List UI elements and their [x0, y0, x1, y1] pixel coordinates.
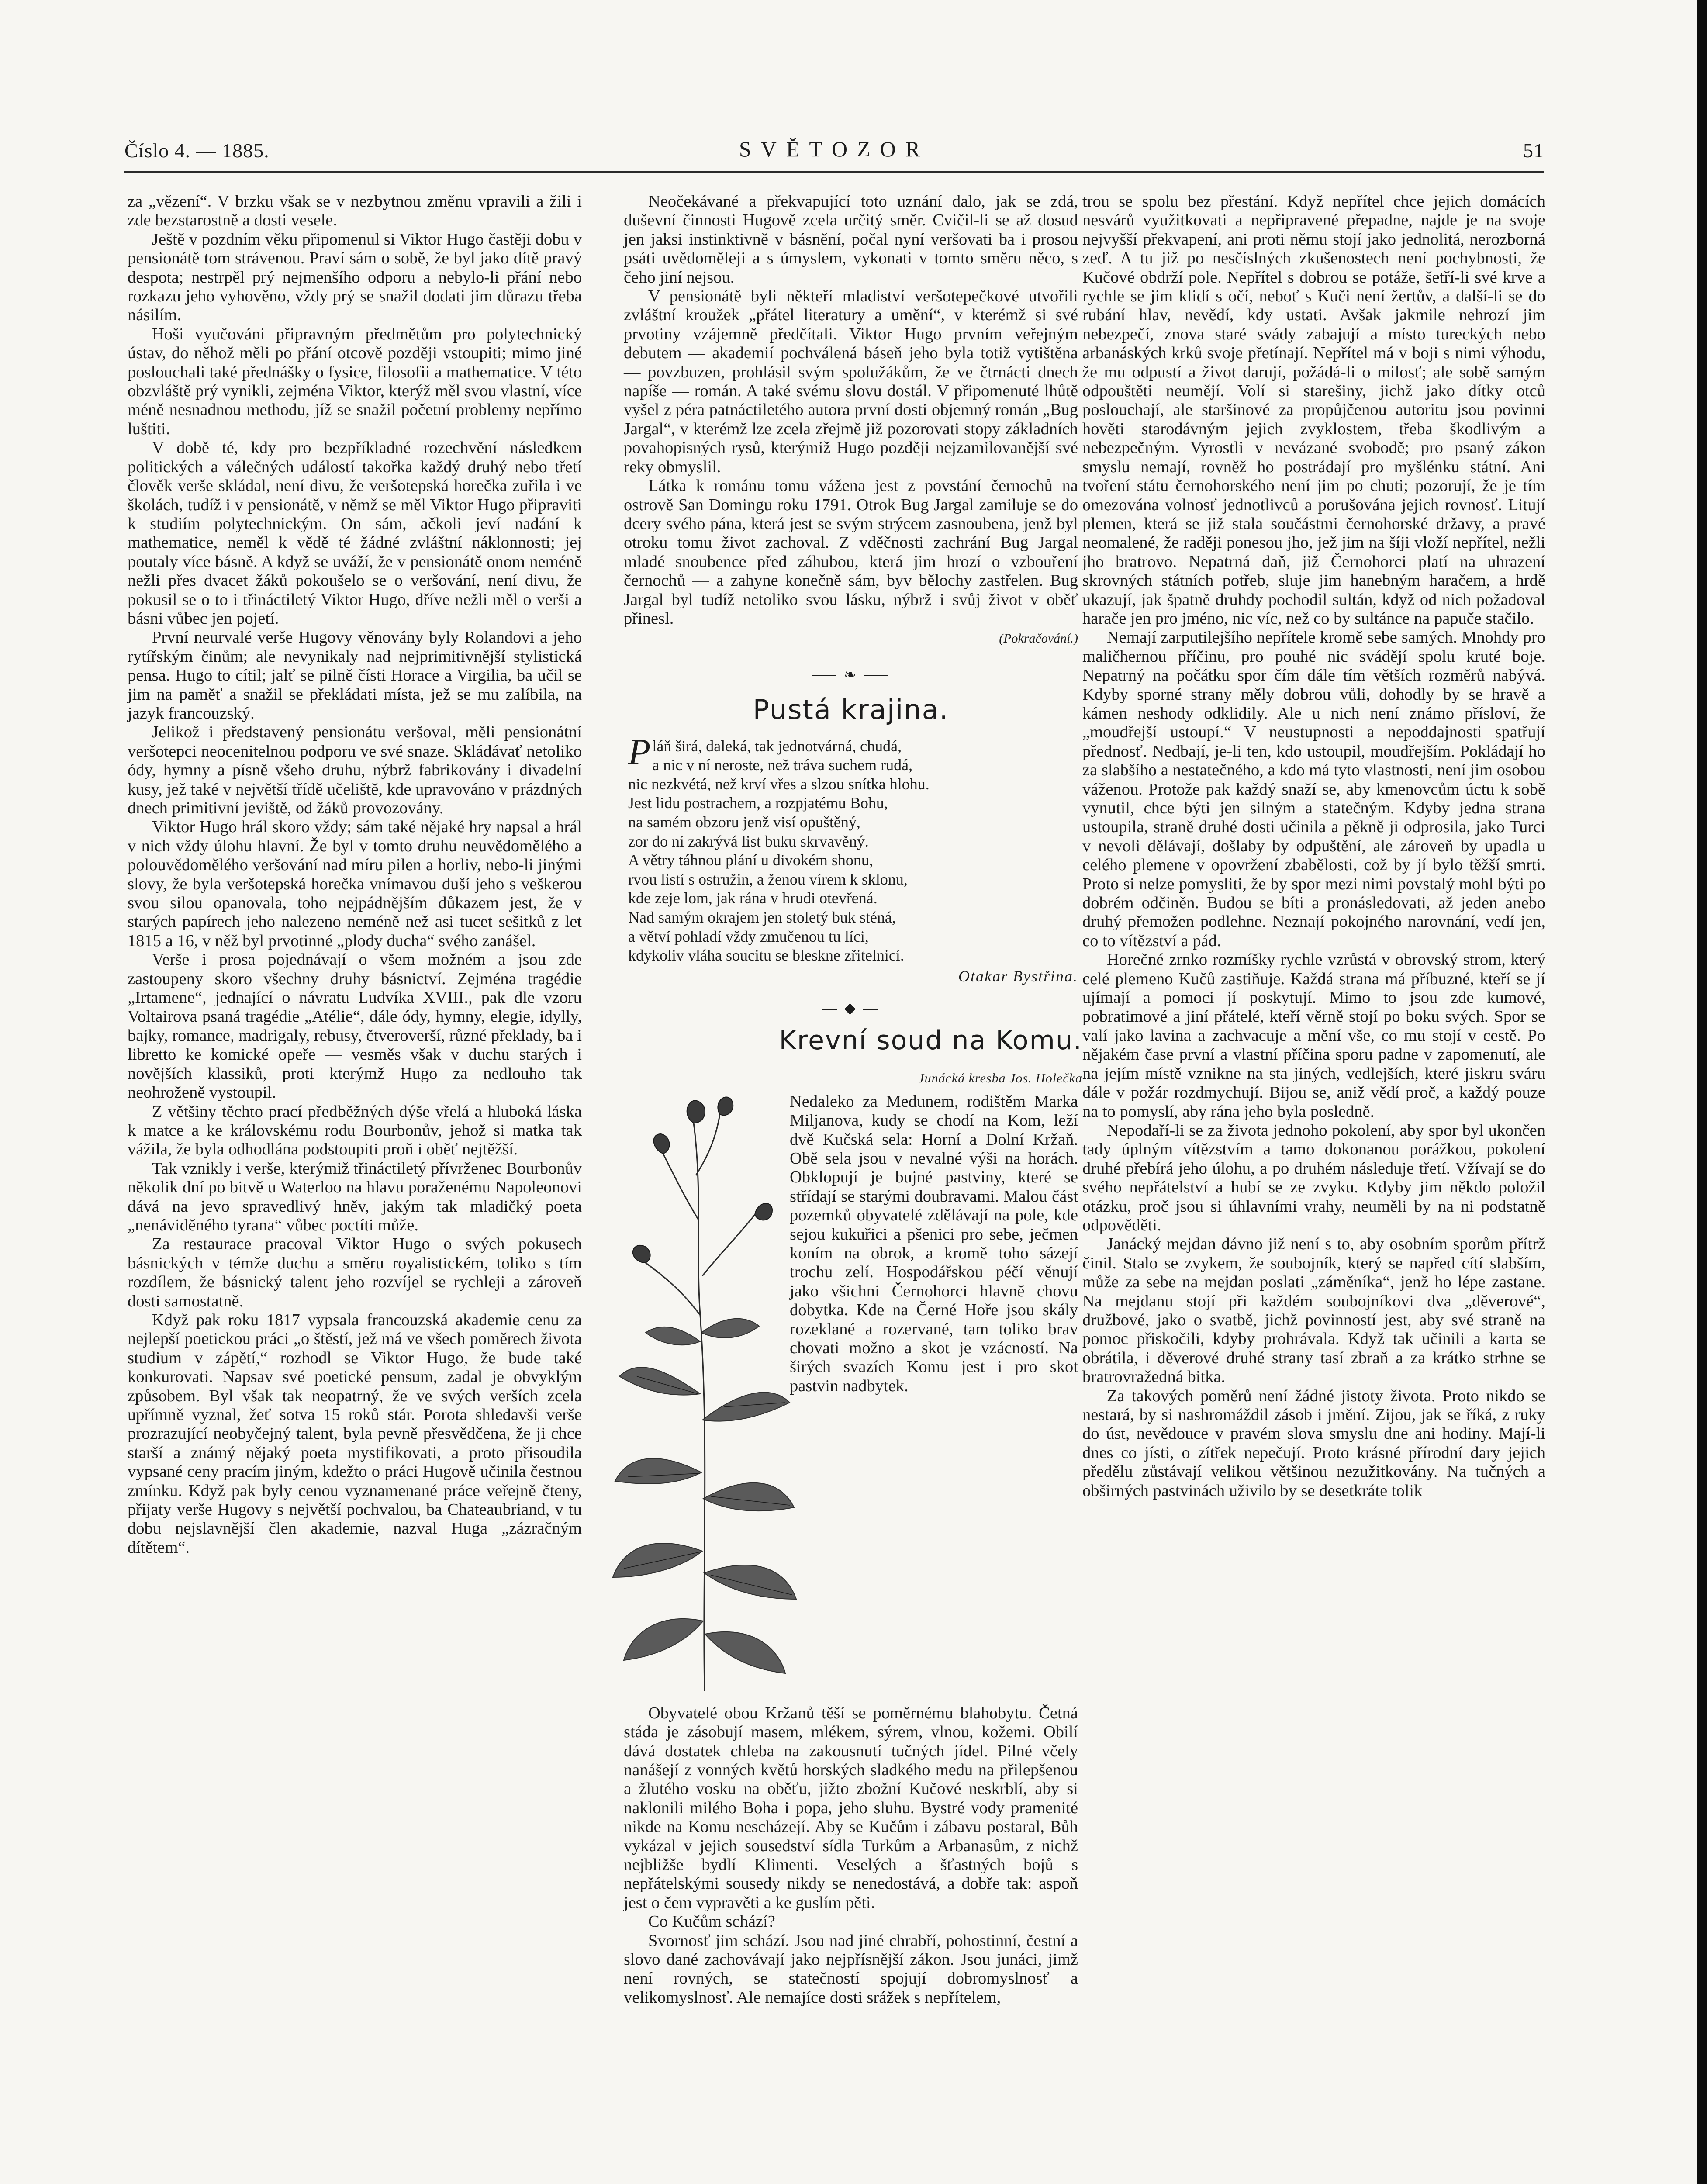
paragraph: V pensionátě byli někteří mladiství veršotepečkové utvořili zvláštní kroužek „přátel literatury a umění“, v kterémž si své prvotiny vzájemně předčítali. Viktor Hugo prvním veřejným debutem — akademií pochválená báseň jeho byla totiž vytištěna — povzbuzen, prohlásil svým spolužákům, že ve čtrnácti dnech napíše — román. A také svému slovu dostál. V připomenuté lhůtě vyšel z péra patnáctiletého autora první dosti objemný román „Bug Jargal“, v kterémž lze zcela zřejmě již pozorovati stopy základních povahopisných rysů, kterýmiž Hugo později nejzamilovanější své reky obmyslil.	[624, 287, 1078, 476]
poem-verse: rvou listí s ostružin, a ženou vírem k sklonu,	[628, 870, 908, 888]
scan-edge	[1697, 0, 1707, 2184]
paragraph: Nedaleko za Medunem, rodištěm Marka Miljanova, kudy se chodí na Kom, leží dvě Kučská sela: Horní a Dolní Kržaň. Obě sela jsou v nevalné výši na horách. Obklopují je bujné pastviny, které se střídají se starými doubravami. Malou část pozemků obyvatelé zdělávají na pole, kde sejou kukuřici a pšenici pro sebe, ječmen koním na obrok, a kromě toho sázejí trochu zelí. Hospodářskou péčí věnují jako všichni Černohorci hlavně chovu dobytka. Kde na Černé Hoře jsou skály rozeklané a rozervané, tam toliko brav chovati možno a skot je vzácností. Na širých svazích Komu jest i pro skot pastvin nadbytek.	[790, 1092, 1078, 1395]
paragraph: Co Kučům schází?	[648, 1912, 775, 1931]
poem-verse: zor do ní zakrývá list buku skrvavěný.	[628, 832, 869, 850]
column-2	[624, 192, 1082, 2007]
story-block	[624, 1092, 1078, 2008]
poem-verse: na samém obzoru jenž visí opuštěný,	[628, 813, 860, 831]
poem-verse: Nad samým okrajem jen stoletý buk sténá,	[628, 908, 896, 926]
column-3	[1082, 192, 1545, 1500]
paragraph: trou se spolu bez přestání. Když nepřítel chce jejich domácích nesvárů využitkovati a nepřipravené přepadne, najde je na svoje nejvyšší překvapení, ani proti němu stojí jako jednolitá, nerozborná zeď. A tu již po nesčíslných zkušenostech není pochybnosti, že Kučové obdrží pole. Nepřítel s dobrou se potáže, šetří-li své krve a rychle se jim klidí s očí, neboť s Kuči není žertův, a další-li se do rubání hlav, nevědí, kdy ustati. Avšak jakmile nehrozí jim nebezpečí, znova staré svády zabajují a místo tureckých nebo arbanáských krků svoje přetínají. Nepřítel má v boji s nimi výhodu, že mu odpustí a život darují, požádá-li o milosť; ale sobě samým odpouštěti neumějí. Volí si starešiny, jichž jako dítky otců poslouchají, ale staršinové za propůjčenou autoritu jsou povinni hověti starodávným jejich zvyklostem, třeba škodlivým a nebezpečným. Vyrostli v nevázané svobodě; pro psaný zákon smyslu nemají, rovněž ho postrádají pro myšlénku státní. Ani tvoření státu černohorského není jim po chuti; pozorují, že je tím omezována volnosť jednotlivců a porušována jejich rovnosť. Litují plemen, která se již stala součástmi černohorské državy, a pravé neomalené, že raději ponesou jho, jež jim na šíji vloží nepřítel, nežli jho bratrovo. Nepatrná daň, již Černohorci platí na uhrazení skrovných státních potřeb, sluje jim hanebným haračem, a hrdě ukazují, jak špatně druhdy pochodil sultán, když od nich požadoval harače jen pro jméno, nic víc, než co by sultánce na papuče stačilo.	[1082, 192, 1545, 628]
poem-verse: a větví pohladí vždy zmučenou tu líci,	[628, 927, 869, 945]
paragraph: Za takových poměrů není žádné jistoty života. Proto nikdo se nestará, by si nashromáždil zásob i jmění. Zijou, jak se říká, z ruky do úst, nevědouce v pravém slova smyslu dne ani hodiny. Mají-li dnes co jísti, o zítřek nepečují. Proto krásné přírodní dary jejich předělu zůstávají velikou většinou nezužitkovány. Na tučných a obširných pastvinách uživilo by se desetkráte tolik	[1082, 1386, 1545, 1500]
header-rule	[124, 171, 1544, 173]
paragraph: Tak vznikly i verše, kterýmiž třináctiletý přívrženec Bourbonův několik dní po bitvě u Waterloo na hlavu poraženému Napoleonovi dává na jevo spravedlivý hněv, jakým tak mladičký poeta „nenáviděného tyrana“ vůbec poctíti může.	[128, 1159, 582, 1234]
paragraph: Za restaurace pracoval Viktor Hugo o svých pokusech básnických v témže duchu a směru royalistickém, toliko s tím rozdílem, že básnický talent jeho rozvíjel se rychleji a zároveň dosti samostatně.	[128, 1235, 582, 1310]
paragraph: Horečné zrnko rozmíšky rychle vzrůstá v obrovský strom, který celé plemeno Kučů zastiňuje. Každá strana má příbuzné, kteří se jí ujímají a pomoci jí poskytují. Mimo to jsou zde kumové, pobratimové a jiní přátelé, kteří věrně stojí po boku svých. Spor se valí jako lavina a zachvacuje a mění vše, co mu stojí v cestě. Po nějakém čase první a vlastní příčina sporu padne v zapomenutí, ale na jejím místě vznikne na sta jiných, vedlejších, které jiskru sváru dále v požár rozdmychují. Bijou se, aniž vědí proč, a každý pouze na to pomyslí, aby rána jeho byla posledně.	[1082, 950, 1545, 1121]
paragraph: Když pak roku 1817 vypsala francouzská akademie cenu za nejlepší poetickou práci „o štěstí, jež má ve všech poměrech života studium v zápětí,“ rozhodl se Viktor Hugo, že bude také konkurovati. Napsav své poetické pensum, zadal je obvyklým způsobem. Byl však tak neopatrný, že ve svých verších zcela upřímně vyznal, žeť sotva 15 roků stár. Porota shledavši verše prozrazující neobyčejný talent, byla pevně přesvědčena, že ji chce starší a známý nějaký poeta mystifikovati, a proto přisoudila vypsané ceny pracím jiným, kdežto o práci Hugově učinila čestnou zmínku. Když pak byly cenou vyznamenané práce veřejně čteny, přijaty verše Hugovy s největší pochvalou, ba Chateaubriand, v tu dobu nejslavnější člen akademie, nazval Huga „zázračným dítětem“.	[128, 1310, 582, 1557]
paragraph: Jelikož i představený pensionátu veršoval, měli pensionátní veršotepci neocenitelnou podporu ve své snaze. Skládávať netoliko ódy, hymny a písně všeho druhu, nýbrž fabrikovány i divadelní kusy, jež také v největší třídě učeliště, kde upravováno v prázdných dnech primitivní jeviště, od žáků provozovány.	[128, 723, 582, 817]
poem-author: Otakar Bystřina.	[958, 967, 1078, 985]
plant-illustration	[611, 1088, 798, 1700]
story-body	[790, 1092, 1078, 1396]
journal-title: SVĚTOZOR	[739, 137, 930, 161]
paragraph: V době té, kdy pro bezpříkladné rozechvění následkem politických a válečných událostí takořka každý druhý nebo třetí člověk verše skládal, není divu, že veršotepská horečka zuřila i ve školách, tudíž i v pensionátě, v němž se měl Viktor Hugo připraviti k studiím polytechnickým. On sám, ačkoli jeví nadání k mathematice, neměl k vědě té žádné zvláštní náklonnosti; jej poutaly více básně. A když se uváží, že v pensionátě onom neméně nežli přes dvacet žáků pokoušelo se o veršování, není divu, že pokusil se o to i třináctiletý Viktor Hugo, dříve nežli měl o verši a básni vůbec jen pojetí.	[128, 439, 582, 628]
ornament-divider: — ◆ —	[822, 1000, 880, 1017]
paragraph: Viktor Hugo hrál skoro vždy; sám také nějaké hry napsal a hrál v nich vždy úlohu hlavní. Že byl v tomto druhu neuvědomělého a polouvědomělého veršování nad míru pilen a horliv, nebo-li jinými slovy, že byla veršotepská horečka vnímavou duší jeho s veškerou svou silou opanovala, toho nejpádnějším důkazem jest, že v starých papírech jeho nalezeno neméně než asi tucet sešitků z let 1815 a 16, v něž byl prvotinné „plody ducha“ svého zanášel.	[128, 818, 582, 950]
poem-verse: a nic v ní neroste, než tráva suchem rudá,	[652, 756, 913, 774]
poem-verse: kde zeje lom, jak rána v hrudi otevřená.	[628, 889, 878, 907]
paragraph: Látka k románu tomu vážena jest z povstání černochů na ostrově San Domingu roku 1791. Otrok Bug Jargal zamiluje se do dcery svého pána, která jest se svým strýcem zasnoubena, jenž byl otroku tomu život zachoval. Z vděčnosti zachrání Bug Jargal mladé snoubence před záhubou, která jim hrozí o vzbouření černochů — a zahyne konečně sám, byv bělochy zastřelen. Bug Jargal byl tudíž netoliko svou lásku, nýbrž i svůj život v oběť přinesl.	[624, 477, 1078, 628]
poem-verse: nic nezkvétá, než krví vřes a slzou snítka hlohu.	[628, 775, 930, 793]
poem-verse: kdykoliv vláha soucitu se bleskne zřitelnicí.	[628, 947, 904, 964]
story-header	[624, 1025, 1082, 1092]
paragraph: Verše i prosa pojednávají o všem možném a jsou zde zastoupeny skoro všechny druhy básnictví. Zejména tragédie „Irtamene“, jednající o návratu Ludvíka XVIII., pak dle vzoru Voltairova psaná tragédie „Atélie“, dále ódy, hymny, elegie, idylly, bajky, romance, madrigaly, rebusy, čtveroverší, různé překlady, ba i libretto ke komické opeře — vesměs však v duchu starých i novějších klassiků, proti kterýmž Hugo za nedlouho tak neohroženě vystoupil.	[128, 950, 582, 1102]
paragraph: Hoši vyučováni připravným předmětům pro polytechnický ústav, do něhož měli po přání otcově později vstoupiti; mimo jiné poslouchali také přednášky o fysice, filosofii a mathematice. V této obzvláště prý vynikli, zejména Viktor, kterýž měl svou vlastní, více méně nesnadnou methodu, jíž se snažil početní problemy nepřímo luštiti.	[128, 325, 582, 438]
poem-verse: A větry táhnou plání u divokém shonu,	[628, 851, 873, 869]
paragraph: Svornosť jim schází. Jsou nad jiné chrabří, pohostinní, čestní a slovo dané zachovávají jako nejpřísnější zákon. Jsou junáci, jimž není rovných, se statečností spojují dobromyslnosť a velikomyslnosť. Ale nemajíce dosti srážek s nepřítelem,	[624, 1931, 1078, 2007]
column-1	[128, 192, 582, 1557]
paragraph: Neočekávané a překvapující toto uznání dalo, jak se zdá, duševní činnosti Hugově zcela určitý směr. Cvičil-li se až dosud jen jaksi instinktivně v básnění, počal nyní veršovati ba i prosou psáti uvědoměleji a s úmyslem, vykonati v tomto směru něco, s čeho jiní nejsou.	[624, 192, 1078, 287]
paragraph: První neurvalé verše Hugovy věnovány byly Rolandovi a jeho rytířským činům; ale nevynikaly nad nejprimitivnější stylistická pensa. Hugo to cítil; jalť se pilně čísti Horace a Virgilia, ba učil se jim na paměť a snažil se překládati místa, jež se mu zalíbila, na jazyk francouzský.	[128, 628, 582, 722]
poem-verse: Jest lidu postrachem, a rozpjatému Bohu,	[628, 794, 888, 812]
poem	[628, 731, 1078, 986]
ornament-divider: ⸺ ❧ ⸺	[811, 667, 891, 683]
poem-verse: Pláň širá, daleká, tak jednotvárná, chudá,	[628, 731, 902, 772]
poem-title: Pustá krajina.	[753, 694, 949, 726]
paragraph: Obyvatelé obou Kržanů těší se poměrnému blahobytu. Četná stáda je zásobují masem, mlékem, sýrem, vlnou, kožemi. Obilí dává dostatek chleba na zakousnutí tučných jídel. Pilné včely nanášejí z vonných květů horských sladkého medu na přilepšenou a žlutého vosku na oběťu, jižto zbožní Kučové neskrblí, aby si naklonili milého Boha i popa, jeho sluhu. Bystré vody pramenité nikde na Komu nescházejí. Aby se Kučům i zábavu postaral, Bůh vykázal v jejich sousedství sídla Turkům a Arbanasům, z nichž nejbližše bydlí Klimenti. Veselých a šťastných bojů s nepřátelskými sousedy nikdy se nenedostává, a dobře tak: aspoň jest o čem vypravěti a ke guslím pěti.	[624, 1704, 1078, 1912]
paragraph: Janácký mejdan dávno již není s to, aby osobním sporům přítrž činil. Stalo se zvykem, že soubojník, který se napřed cítí slabším, může za sebe na mejdan poslati „záměníka“, jenž ho lépe zastane. Na mejdanu stojí při každém soubojníkovi dva „děverové“, družbové, jako o svatbě, jichž povinností jest, aby své straně na pomoc přiskočili, kdyby prohrávala. Když tak učinili a karta se obrátila, i děverové druhé strany tasí zbraň a za krátko strhne se bratrovražedná bitka.	[1082, 1235, 1545, 1386]
paragraph: Nemají zarputilejšího nepřítele kromě sebe samých. Mnohdy pro maličhernou příčinu, pro pouhé nic svádějí spolu kruté boje. Nepatrný na počátku spor čím dále tím větších rozměrů nabývá. Kdyby sporné strany měly dobrou vůli, dohodly by se hravě a kámen neshody odklidily. Ale u nich není známo přísloví, že „moudřejší ustoupí.“ V neustupnosti a nepoddajnosti spatřují přednosť. Nedbají, je-li ten, kdo ustoupil, moudřejším. Pokládají ho za slabšího a nestatečného, a kdo má tyto vlastnosti, není jim osobou váženou. Protože pak každý snaží se, aby kmenovcům úctu k sobě vynutil, chce býti jen silným a statečným. Kdyby jedna strana ustoupila, straně druhé dosti učinila a pěkně ji odprosila, jako Turci v nevoli dělávají, došlaby by odpuštění, ale zároveň by upadla u celého plemene v opovržení zbabělosti, což by jí bylo těžší smrti. Proto si nelze pomysliti, že by spor mezi nimi povstalý mohl býti po dobrém odčiněn. Budou se bíti a pronásledovati, až jeden anebo druhý přemožen podlehne. Neznají pokojného narovnání, vedí jen, co to vítězství a pád.	[1082, 628, 1545, 950]
continuation-note: (Pokračování.)	[999, 631, 1078, 646]
page-number: 51	[1523, 139, 1544, 162]
paragraph: Ještě v pozdním věku připomenul si Viktor Hugo častěji dobu v pensionátě tom strávenou. Praví sám o sobě, že byl jako dítě pravý despota; nestrpěl prý nejmenšího odporu a nebylo-li přání nebo rozkazu jeho vyhověno, vždy prý se snažil dodati jim důrazu třeba násilím.	[128, 230, 582, 325]
paragraph: za „vězení“. V brzku však se v nezbytnou změnu vpravili a žili i zde bezstarostně a dosti vesele.	[128, 192, 582, 230]
paragraph: Z většiny těchto prací předběžných dýše vřelá a hluboká láska k matce a ke královskému rodu Bourbonův, jehož si matka tak vážila, že byla odhodlána podstoupiti proň i oběť nejtěžší.	[128, 1102, 582, 1159]
issue-number: Číslo 4. — 1885.	[124, 139, 270, 162]
story-title: Krevní soud na Komu.	[779, 1025, 1082, 1056]
story-byline: Junácká kresba Jos. Holečka	[918, 1071, 1082, 1085]
page-header	[124, 131, 1544, 166]
paragraph: Nepodaří-li se za života jednoho pokolení, aby spor byl ukončen tady úplným vítězstvím a tamo dokonanou porážkou, pokolení druhé přebírá jeho úlohu, a po druhém následuje třetí. Vžívají se do svého nepřátelství a hubí se ze zvyku. Kdyby jim někdo položil otázku, proč jsou si úhlavními vrahy, neuměli by na ni podstatně odpověděti.	[1082, 1121, 1545, 1234]
